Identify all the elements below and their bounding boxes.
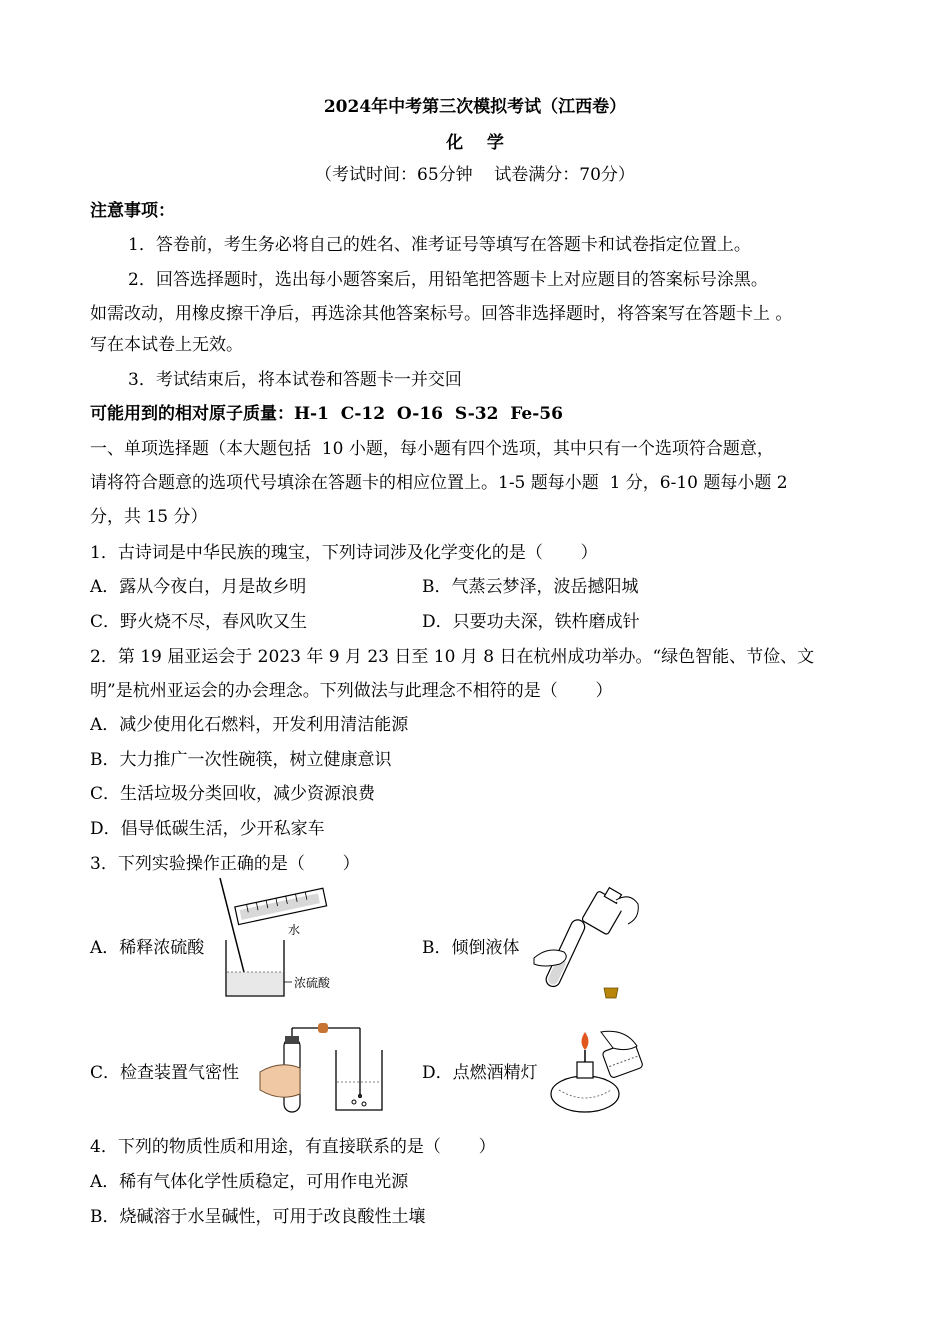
q1-option-a: A．露从今夜白，月是故乡明 xyxy=(90,577,307,597)
section-1-line-3: 分，共 15 分） xyxy=(90,507,208,527)
notice-item-1: 1．答卷前，考生务必将自己的姓名、准考证号等填写在答题卡和试卷指定位置上。 xyxy=(128,235,751,255)
q1-option-b: B．气蒸云梦泽，波岳撼阳城 xyxy=(422,577,639,597)
q2-stem-line-2: 明”是杭州亚运会的办会理念。下列做法与此理念不相符的是（ ） xyxy=(90,681,613,701)
section-1-line-2: 请将符合题意的选项代号填涂在答题卡的相应位置上。1-5 题每小题 1 分，6-10 题每小题 2 xyxy=(90,473,788,493)
q3-stem: 3．下列实验操作正确的是（ ） xyxy=(90,854,360,874)
q4-stem: 4．下列的物质性质和用途，有直接联系的是（ ） xyxy=(90,1137,496,1157)
diagram-light-lamp xyxy=(545,1028,645,1118)
diagram-airtightness xyxy=(256,1012,386,1112)
q3-option-c: C．检查装置气密性 xyxy=(90,1063,240,1083)
exam-title: 2024年中考第三次模拟考试（江西卷） xyxy=(323,97,627,117)
q3-option-a: A．稀释浓硫酸 xyxy=(90,938,205,958)
notice-item-2-line-1: 2．回答选择题时，选出每小题答案后，用铅笔把答题卡上对应题目的答案标号涂黑。 xyxy=(128,270,768,290)
q4-option-a: A．稀有气体化学性质稳定，可用作电光源 xyxy=(90,1172,409,1192)
q2-option-c: C．生活垃圾分类回收，减少资源浪费 xyxy=(90,784,376,804)
notice-item-2-line-3: 写在本试卷上无效。 xyxy=(90,335,243,355)
label-concentrated-acid: 浓硫酸 xyxy=(294,976,331,990)
q1-option-d: D．只要功夫深，铁杵磨成针 xyxy=(422,612,640,632)
q3-option-d: D．点燃酒精灯 xyxy=(422,1063,538,1083)
q2-option-b: B．大力推广一次性碗筷，树立健康意识 xyxy=(90,750,392,770)
notice-heading: 注意事项： xyxy=(90,201,175,221)
q4-option-b: B．烧碱溶于水呈碱性，可用于改良酸性土壤 xyxy=(90,1207,426,1227)
q2-stem-line-1: 2．第 19 届亚运会于 2023 年 9 月 23 日至 10 月 8 日在杭州成功举办。“绿色智能、节俭、文 xyxy=(90,647,815,667)
q2-option-a: A．减少使用化石燃料，开发利用清洁能源 xyxy=(90,715,409,735)
q3-option-b: B．倾倒液体 xyxy=(422,938,520,958)
atomic-masses: 可能用到的相对原子质量：H-1 C-12 O-16 S-32 Fe-56 xyxy=(90,404,563,424)
q2-option-d: D．倡导低碳生活，少开私家车 xyxy=(90,819,325,839)
notice-item-2-line-2: 如需改动，用橡皮擦干净后，再选涂其他答案标号。回答非选择题时，将答案写在答题卡上 。 xyxy=(90,304,793,324)
diagram-pour-liquid xyxy=(528,880,648,1000)
label-water: 水 xyxy=(288,923,301,937)
q1-stem: 1．古诗词是中华民族的瑰宝，下列诗词涉及化学变化的是（ ） xyxy=(90,543,598,563)
q1-option-c: C．野火烧不尽，春风吹又生 xyxy=(90,612,308,632)
section-1-line-1: 一、单项选择题（本大题包括 10 小题，每小题有四个选项，其中只有一个选项符合题意， xyxy=(90,439,774,459)
notice-item-3: 3．考试结束后，将本试卷和答题卡一并交回 xyxy=(128,370,462,390)
subject-title: 化 学 xyxy=(446,133,504,153)
exam-time-info: （考试时间：65分钟 试卷满分：70分） xyxy=(315,165,635,185)
diagram-dilute-acid xyxy=(218,878,338,998)
